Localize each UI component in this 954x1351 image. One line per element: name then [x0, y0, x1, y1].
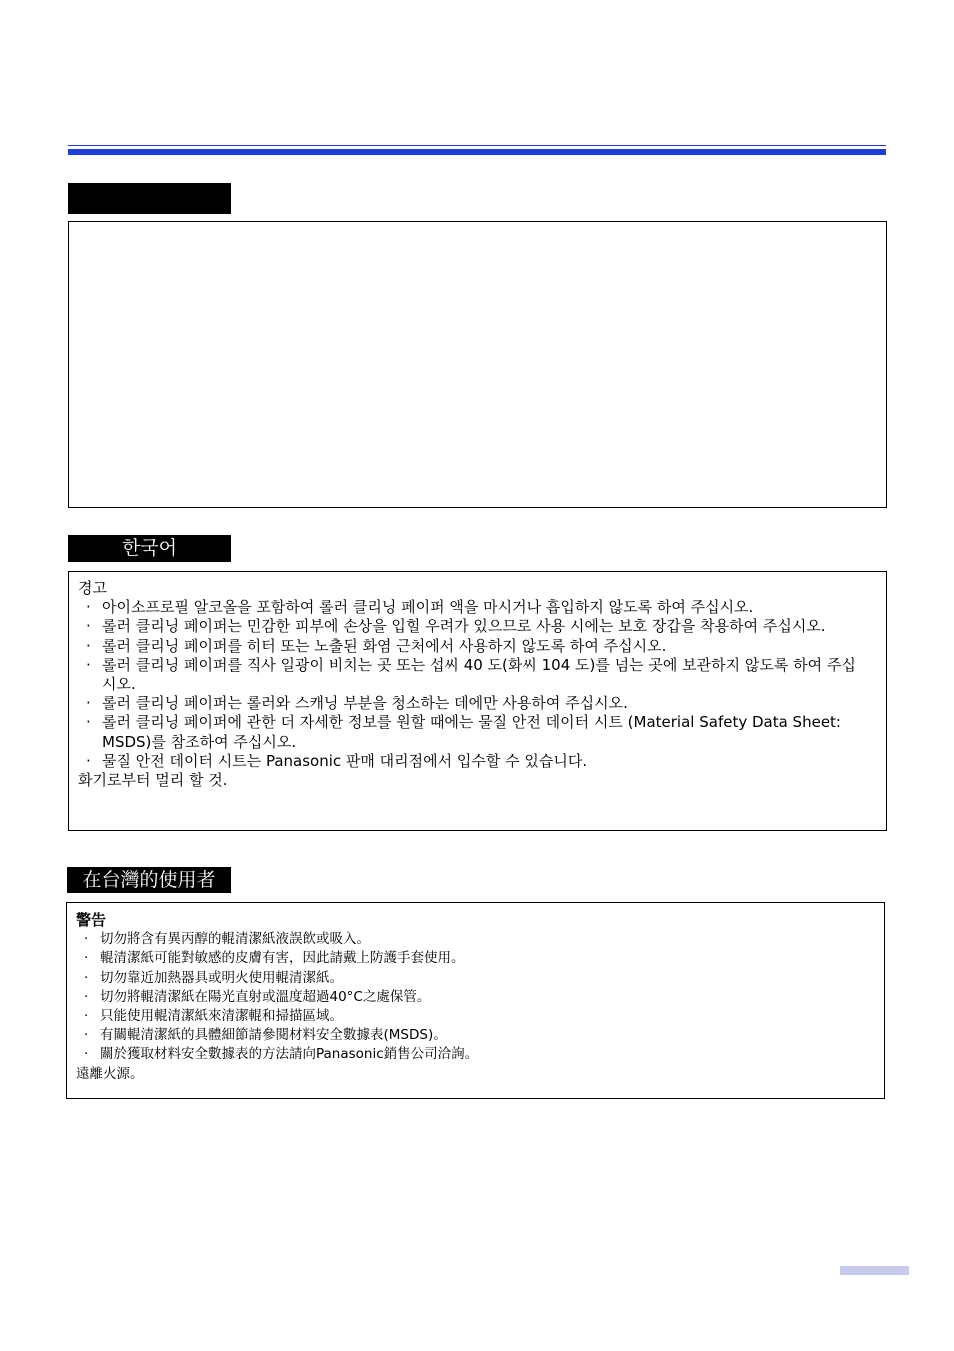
korean-item: · 롤러 클리닝 페이퍼는 롤러와 스캐닝 부분을 청소하는 데에만 사용하여 주십시오.: [78, 694, 868, 713]
header-rule-thin: [68, 145, 886, 146]
taiwan-item: · 只能使用輥清潔紙來清潔輥和掃描區域。: [76, 1007, 866, 1026]
taiwan-item: · 有關輥清潔紙的具體細節請參閱材料安全數據表(MSDS)。: [76, 1026, 866, 1045]
korean-item: · 물질 안전 데이터 시트는 Panasonic 판매 대리점에서 입수할 수 있습니다.: [78, 752, 868, 771]
header-rule-thick: [68, 149, 886, 155]
taiwan-warning-text: [76, 911, 866, 1084]
korean-item: · 롤러 클리닝 페이퍼를 히터 또는 노출된 화염 근처에서 사용하지 않도록 하여 주십시오.: [78, 637, 868, 656]
korean-item: · 롤러 클리닝 페이퍼를 직사 일광이 비치는 곳 또는 섭씨 40 도(화씨 104 도)를 넘는 곳에 보관하지 않도록 하여 주십시오.: [78, 656, 868, 694]
taiwan-heading: 警告: [76, 911, 107, 929]
taiwan-footer: 遠離火源。: [76, 1065, 144, 1082]
korean-heading: 경고: [78, 579, 107, 597]
korean-warning-text: [78, 579, 868, 790]
korean-footer: 화기로부터 멀리 할 것.: [78, 771, 228, 790]
taiwan-item: · 輥清潔紙可能對敏感的皮膚有害，因此請戴上防護手套使用。: [76, 949, 866, 968]
korean-item: · 롤러 클리닝 페이퍼는 민감한 피부에 손상을 입힐 우려가 있으므로 사용 시에는 보호 장갑을 착용하여 주십시오.: [78, 617, 868, 636]
korean-item: · 롤러 클리닝 페이퍼에 관한 더 자세한 정보를 원할 때에는 물질 안전 데이터 시트 (Material Safety Data Sheet: MSDS)를 참조하여 주십시오.: [78, 713, 868, 751]
taiwan-item: · 切勿靠近加熱器具或明火使用輥清潔紙。: [76, 969, 866, 988]
taiwan-item: · 關於獲取材料安全數據表的方法請向Panasonic銷售公司洽詢。: [76, 1045, 866, 1064]
taiwan-item: · 切勿將輥清潔紙在陽光直射或溫度超過40°C之處保管。: [76, 988, 866, 1007]
page-tab-marker: [840, 1266, 909, 1275]
section-label-blank: [68, 183, 231, 214]
section-label-korean: 한국어: [68, 535, 231, 562]
korean-item: · 아이소프로필 알코올을 포함하여 롤러 클리닝 페이퍼 액을 마시거나 흡입하지 않도록 하여 주십시오.: [78, 598, 868, 617]
section-box-blank: [68, 221, 887, 508]
taiwan-item: · 切勿將含有異丙醇的輥清潔紙液誤飲或吸入。: [76, 930, 866, 949]
section-label-taiwan: 在台灣的使用者: [67, 867, 231, 893]
